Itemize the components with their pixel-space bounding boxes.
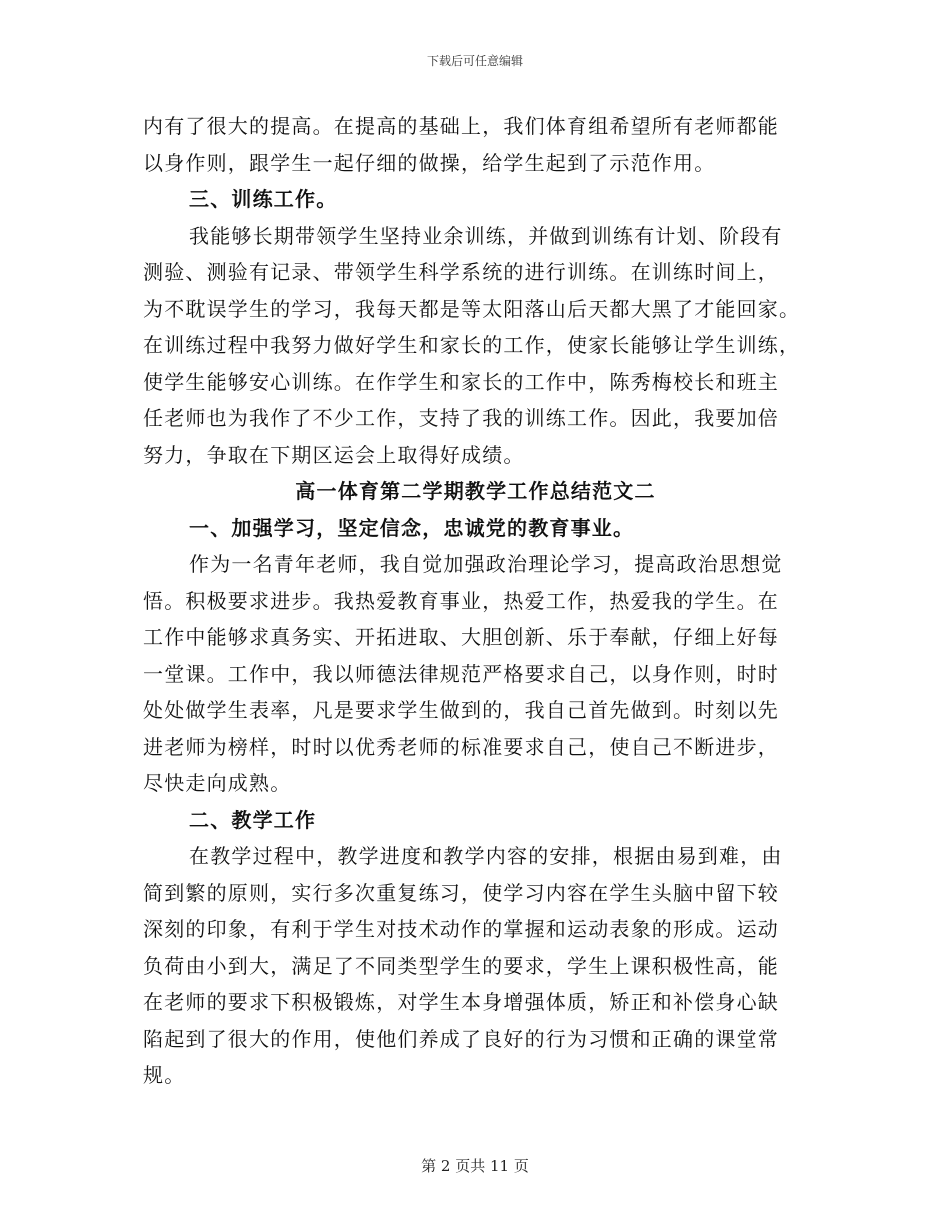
body-line: 在训练过程中我努力做好学生和家长的工作，使家长能够让学生训练， (143, 333, 801, 357)
body-line: 在老师的要求下积极锻炼，对学生本身增强体质，矫正和补偿身心缺 (143, 990, 779, 1014)
section-heading-study: 一、加强学习，坚定信念，忠诚党的教育事业。 (189, 515, 635, 540)
body-line: 任老师也为我作了不少工作，支持了我的训练工作。因此，我要加倍 (143, 406, 779, 430)
article-title: 高一体育第二学期教学工作总结范文二 (295, 479, 656, 503)
body-line: 尽快走向成熟。 (143, 771, 292, 795)
body-line: 内有了很大的提高。在提高的基础上，我们体育组希望所有老师都能 (143, 114, 779, 138)
body-line: 测验、测验有记录、带领学生科学系统的进行训练。在训练时间上， (143, 260, 779, 284)
body-line: 作为一名青年老师，我自觉加强政治理论学习，提高政治思想觉 (189, 552, 783, 576)
body-line: 处处做学生表率，凡是要求学生做到的，我自己首先做到。时刻以先 (143, 698, 779, 722)
body-line: 规。 (143, 1063, 186, 1087)
body-line: 以身作则，跟学生一起仔细的做操，给学生起到了示范作用。 (143, 150, 716, 175)
body-line: 简到繁的原则，实行多次重复练习，使学习内容在学生头脑中留下较 (143, 880, 779, 905)
body-line: 为不耽误学生的学习，我每天都是等太阳落山后天都大黑了才能回家。 (143, 296, 801, 321)
page-header: 下载后可任意编辑 (426, 54, 523, 68)
body-line: 陷起到了很大的作用，使他们养成了良好的行为习惯和正确的课堂常 (143, 1026, 779, 1051)
body-line: 悟。积极要求进步。我热爱教育事业，热爱工作，热爱我的学生。在 (143, 588, 779, 613)
body-line: 一堂课。工作中，我以师德法律规范严格要求自己，以身作则，时时 (143, 661, 779, 686)
body-line: 在教学过程中，教学进度和教学内容的安排，根据由易到难，由 (189, 844, 783, 868)
body-line: 工作中能够求真务实、开拓进取、大胆创新、乐于奉献，仔细上好每 (143, 625, 779, 649)
page-footer: 第 2 页共 11 页 (421, 1157, 529, 1175)
body-line: 我能够长期带领学生坚持业余训练，并做到训练有计划、阶段有 (189, 223, 783, 248)
body-line: 深刻的印象，有利于学生对技术动作的掌握和运动表象的形成。运动 (143, 917, 779, 941)
body-line: 负荷由小到大，满足了不同类型学生的要求，学生上课积极性高，能 (143, 953, 779, 978)
section-heading-teaching: 二、教学工作 (189, 807, 317, 832)
body-line: 使学生能够安心训练。在作学生和家长的工作中，陈秀梅校长和班主 (143, 369, 779, 394)
section-heading-training: 三、训练工作。 (189, 187, 338, 211)
document-body (143, 108, 808, 1094)
body-line: 努力，争取在下期区运会上取得好成绩。 (143, 442, 525, 467)
body-line: 进老师为榜样，时时以优秀老师的标准要求自己，使自己不断进步， (143, 734, 779, 759)
